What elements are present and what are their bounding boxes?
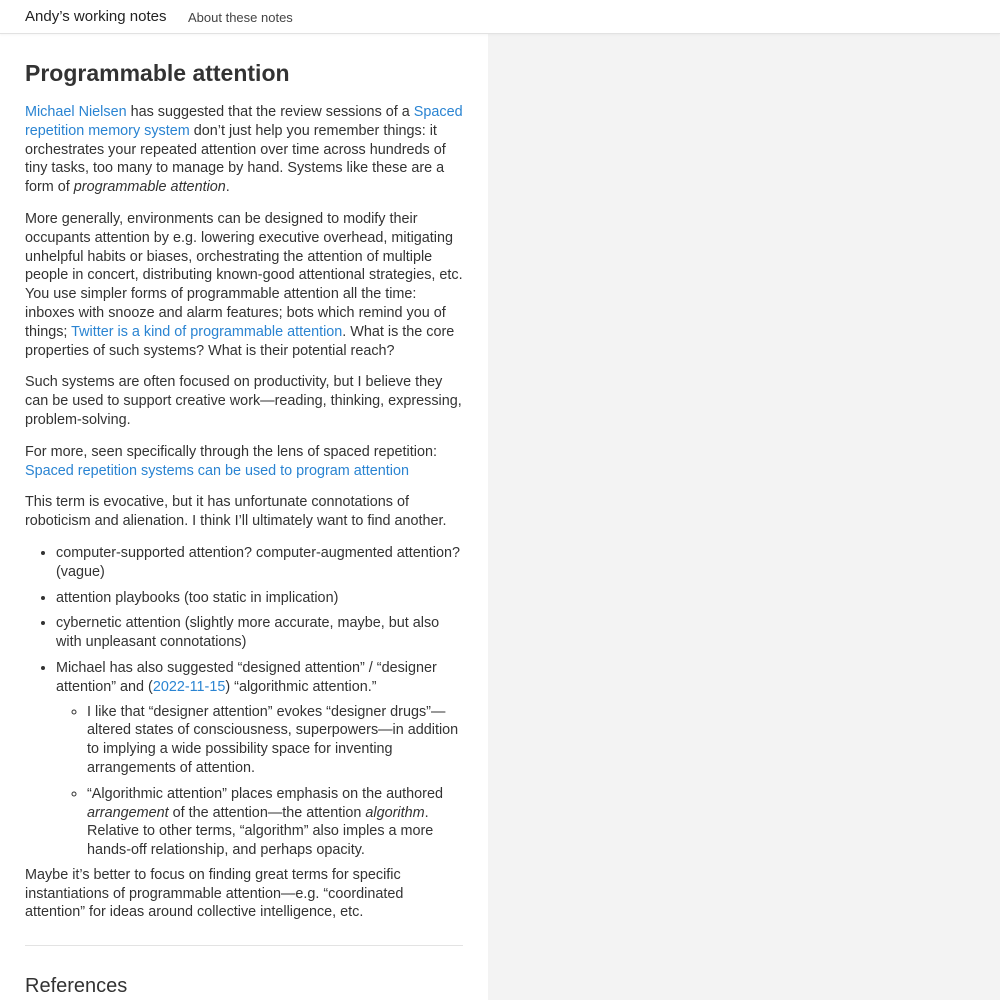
text-span: has suggested that the review sessions of a	[126, 104, 414, 120]
paragraph-environments	[25, 210, 463, 360]
text-span: of the attention—the attention	[168, 804, 366, 821]
note-content	[25, 34, 463, 1000]
references-heading: References	[25, 975, 128, 998]
paragraph-closing: Maybe it’s better to focus on finding great terms for specific instantiations of programmable attention—e.g. “coordinated attention” for ideas around collective intelligence, etc.	[25, 866, 404, 921]
nested-list	[56, 703, 463, 860]
text-span: “Algorithmic attention” places emphasis on the authored	[87, 785, 443, 802]
spaced-repetition-program-attention-link[interactable]: Spaced repetition systems can be used to program attention	[25, 462, 409, 479]
nested-list-item	[87, 785, 463, 860]
emphasis-algorithm: algorithm	[365, 804, 425, 821]
emphasis-arrangement: arrangement	[87, 804, 169, 821]
about-notes-link[interactable]: About these notes	[188, 10, 293, 25]
alternative-terms-list	[25, 544, 463, 860]
paragraph-for-more	[25, 443, 463, 481]
spaced-repetition-memory-system-link[interactable]: Spaced repetition memory system	[25, 104, 463, 139]
emphasis-programmable-attention: programmable attention	[73, 179, 226, 196]
text-span: don’t just help you remember things: it orchestrates your repeated attention over time across hundreds of tiny tasks, too many to manage by hand. Systems like these are a form of	[25, 122, 446, 196]
text-span: . What is the core properties of such systems? What is their potential reach?	[25, 323, 455, 359]
michael-nielsen-link[interactable]: Michael Nielsen	[25, 104, 127, 120]
list-item: • computer-supported attention? computer-augmented attention? (vague)	[56, 544, 463, 582]
text-span: ) “algorithmic attention.”	[225, 678, 377, 695]
top-bar	[0, 0, 1000, 34]
text-span: Michael has also suggested “designed attention” / “designer attention” and (	[56, 659, 437, 695]
date-2022-11-15-link[interactable]: 2022-11-15	[152, 678, 226, 695]
list-item	[56, 659, 463, 860]
text-span: For more, seen specifically through the lens of spaced repetition:	[25, 443, 437, 460]
paragraph-term-evocative: This term is evocative, but it has unfortunate connotations of roboticism and alienation. I think I’ll ultimately want to find another.	[25, 494, 447, 530]
section-divider	[25, 945, 463, 946]
list-item: • cybernetic attention (slightly more accurate, maybe, but also with unpleasant connotations)	[56, 614, 463, 652]
text-span: More generally, environments can be designed to modify their occupants attention by e.g. lowering executive overhead, mitigating unhelpful habits or biases, orchestrating the attention of multiple people in concert, distributing known-good attentional strategies, etc. You use simpler forms of programmable attention all the time: inboxes with snooze and alarm features; bots which remind you of things;	[25, 210, 463, 340]
stacked-notes-empty-panel	[488, 34, 1000, 1000]
nested-list-item: ◦ I like that “designer attention” evokes “designer drugs”—altered states of consciousness, superpowers—in addition to implying a wide possibility space for inventing arrangements of attention.	[87, 703, 463, 778]
paragraph-productivity: Such systems are often focused on productivity, but I believe they can be used to support creative work—reading, thinking, expressing, problem-solving.	[25, 374, 462, 428]
text-span: . Relative to other terms, “algorithm” also imples a more hands-off relationship, and perhaps opacity.	[87, 804, 434, 859]
text-span: .	[225, 179, 230, 196]
twitter-programmable-attention-link[interactable]: Twitter is a kind of programmable attention	[71, 323, 343, 340]
list-item: • attention playbooks (too static in implication)	[56, 589, 463, 608]
paragraph-intro	[25, 103, 463, 197]
note-title: Programmable attention	[25, 60, 290, 86]
site-title-link[interactable]: Andy’s working notes	[25, 8, 167, 25]
